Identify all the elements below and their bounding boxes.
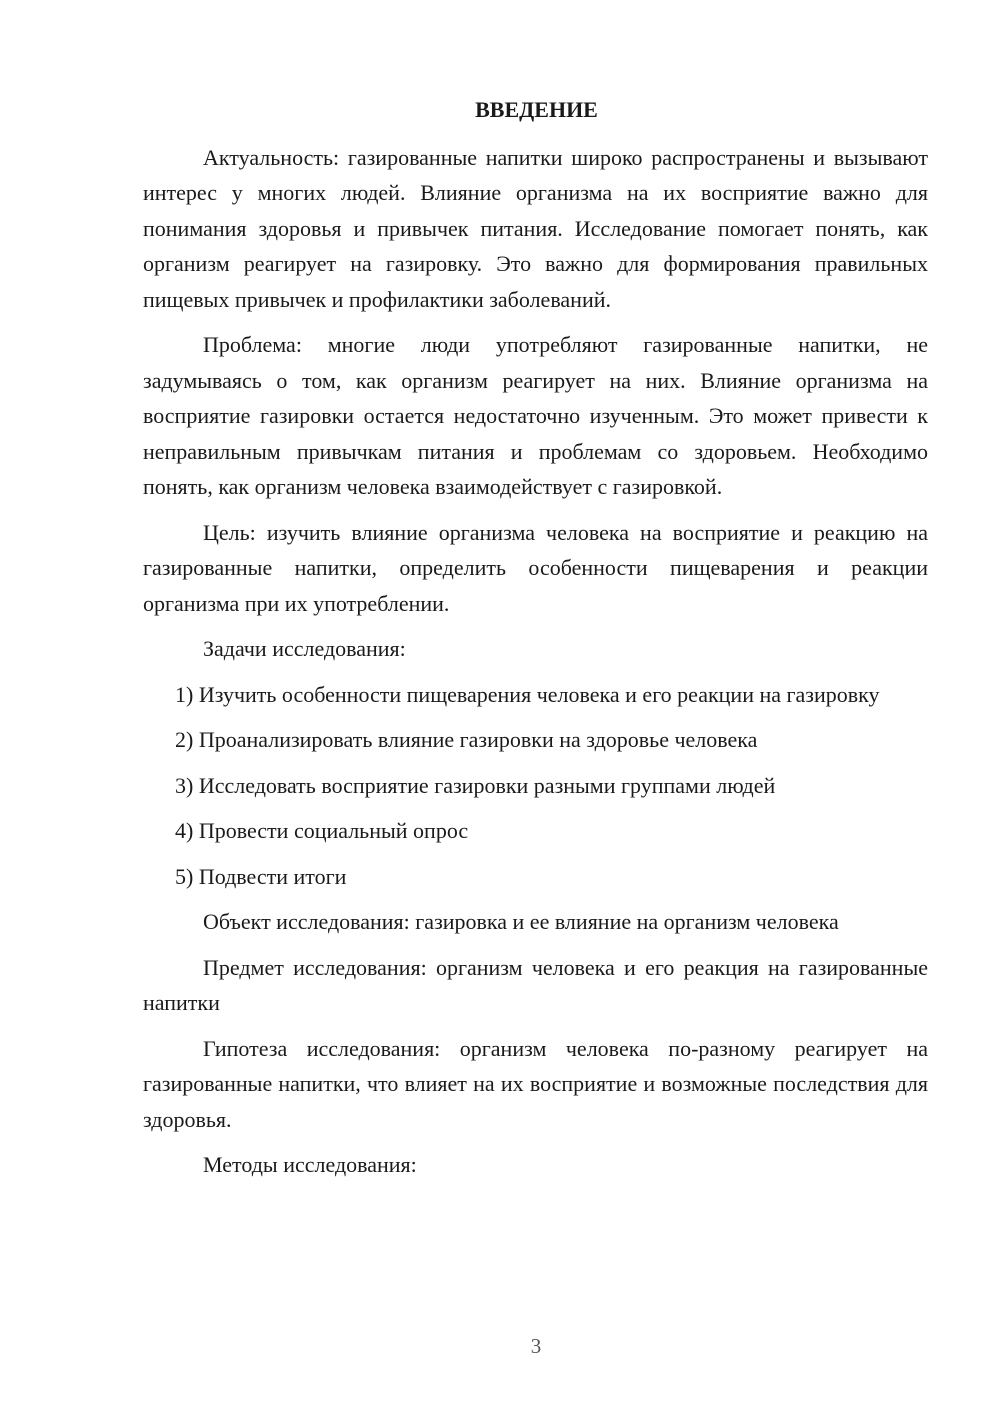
problem-paragraph: Проблема: многие люди употребляют газированные напитки, не задумываясь о том, как организм реагирует на них. Влияние организма на восприятие газировки остается недостаточно изученным. Это может привести к неправильным привычкам питания и проблемам со здоровьем. Необходимо понять, как организм человека взаимодействует с газировкой. (143, 332, 928, 499)
task-item-2: 2) Проанализировать влияние газировки на здоровье человека (175, 727, 758, 752)
hypothesis-paragraph: Гипотеза исследования: организм человека по-разному реагирует на газированные напитки, что влияет на их восприятие и возможные последствия для здоровья. (143, 1035, 928, 1132)
task-item-3: 3) Исследовать восприятие газировки разными группами людей (175, 772, 776, 798)
section-title: ВВЕДЕНИЕ (475, 97, 598, 122)
relevance-paragraph: Актуальность: газированные напитки широко распространены и вызывают интерес у многих людей. Влияние организма на их восприятие важно для понимания здоровья и привычек питания. Исследование помогает понять, как организм реагирует на газировку. Это важно для формирования правильных пищевых привычек и профилактики заболеваний. (143, 144, 928, 312)
methods-heading: Методы исследования: (203, 1152, 417, 1177)
document-page (143, 92, 928, 1193)
task-item-4: 4) Провести социальный опрос (175, 818, 469, 843)
subject-paragraph: Предмет исследования: организм человека и его реакция на газированные напитки (143, 954, 928, 1015)
page-number: 3 (530, 1334, 542, 1358)
tasks-heading: Задачи исследования: (203, 636, 406, 661)
goal-paragraph: Цель: изучить влияние организма человека на восприятие и реакцию на газированные напитки, определить особенности пищеварения и реакции организма при их употреблении. (143, 519, 928, 616)
task-item-5: 5) Подвести итоги (175, 863, 347, 889)
object-paragraph: Объект исследования: газировка и ее влияние на организм человека (203, 909, 839, 934)
task-item-1: 1) Изучить особенности пищеварения человека и его реакции на газировку (175, 681, 880, 707)
